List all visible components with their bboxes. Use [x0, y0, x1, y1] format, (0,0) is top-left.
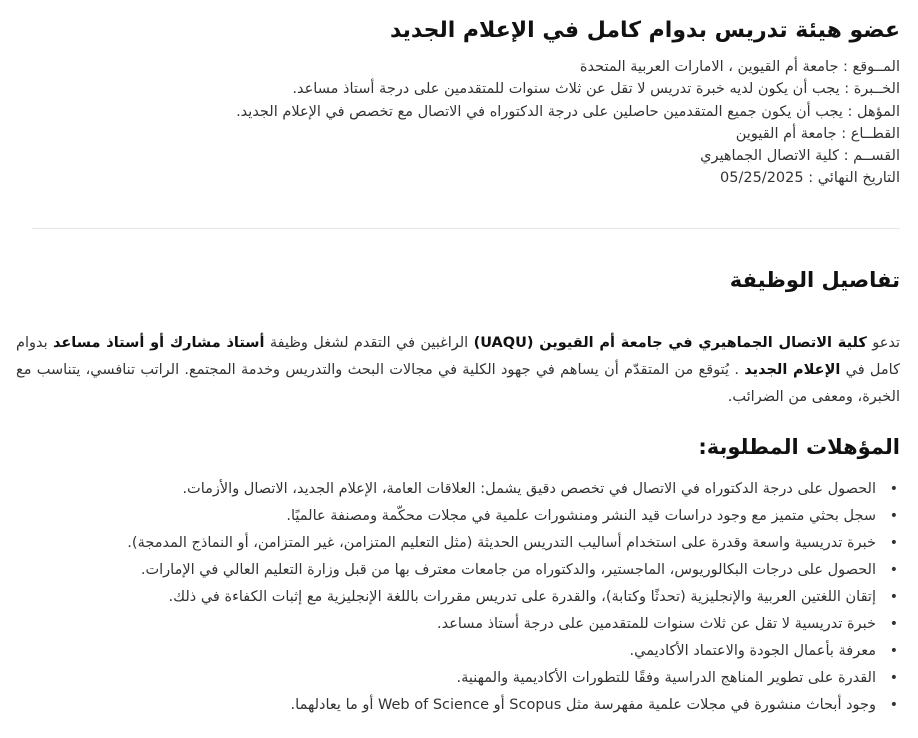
list-item — [0, 530, 898, 557]
bullet-icon: • — [889, 670, 898, 686]
list-item — [0, 503, 898, 530]
qualifications-list — [0, 476, 900, 719]
qualification-text: معرفة بأعمال الجودة والاعتماد الأكاديمي. — [629, 643, 876, 659]
intro-bold-college: كلية الاتصال الجماهيري في جامعة أم القيوين (UAQU) — [473, 335, 867, 351]
meta-deadline-label: التاريخ النهائي : — [808, 170, 900, 187]
list-item — [0, 584, 898, 611]
intro-text-2: الراغبين في التقدم لشغل وظيفة — [264, 335, 474, 351]
meta-deadline — [20, 167, 900, 189]
qualification-text: خبرة تدريسية لا تقل عن ثلاث سنوات للمتقدمين على درجة أستاذ مساعد. — [436, 616, 876, 632]
bullet-icon: • — [889, 508, 898, 524]
meta-deadline-value: 05/25/2025 — [720, 170, 804, 187]
qualification-text: وجود أبحاث منشورة في مجلات علمية مفهرسة مثل Scopus أو Web of Science أو ما يعادلهما. — [290, 697, 876, 713]
qualification-text: الحصول على درجة الدكتوراه في الاتصال في تخصص دقيق يشمل: العلاقات العامة، الإعلام الجديد، الاتصال والأزمات. — [182, 481, 876, 497]
meta-sector-label: القطــاع : — [841, 125, 900, 142]
bullet-icon: • — [889, 481, 898, 497]
meta-sector — [20, 123, 900, 145]
list-item — [0, 665, 898, 692]
qualifications-heading: المؤهلات المطلوبة: — [698, 435, 900, 459]
meta-location — [20, 56, 900, 78]
qualification-text: القدرة على تطوير المناهج الدراسية وفقًا للتطورات الأكاديمية والمهنية. — [456, 670, 876, 686]
bullet-icon: • — [889, 535, 898, 551]
qualification-text: الحصول على درجات البكالوريوس، الماجستير، والدكتوراه من جامعات معترف بها من قبل وزارة التعليم العالي في الإمارات. — [140, 562, 876, 578]
list-item — [0, 638, 898, 665]
meta-experience — [20, 78, 900, 100]
list-item — [0, 692, 898, 719]
job-details-paragraph — [16, 330, 900, 411]
meta-sector-value: جامعة أم القيوين — [735, 125, 837, 142]
bullet-icon: • — [889, 589, 898, 605]
meta-qualification-label: المؤهل : — [847, 103, 900, 120]
meta-experience-label: الخــبرة : — [844, 81, 900, 98]
job-meta — [20, 56, 900, 190]
bullet-icon: • — [889, 697, 898, 713]
bullet-icon: • — [889, 643, 898, 659]
job-details-heading: تفاصيل الوظيفة — [729, 268, 900, 292]
meta-location-value: جامعة أم القيوين ، الامارات العربية المتحدة — [579, 59, 839, 75]
intro-text-1: تدعو — [866, 335, 901, 351]
meta-qualification-value: يجب أن يكون جميع المتقدمين حاصلين على درجة الدكتوراه في الاتصال مع تخصص في الإعلام الجديد. — [236, 103, 843, 120]
qualification-text: خبرة تدريسية واسعة وقدرة على استخدام أساليب التدريس الحديثة (مثل التعليم المتزامن، غير المتزامن، أو النماذج المدمجة). — [127, 535, 876, 551]
list-item — [0, 557, 898, 584]
intro-bold-position: أستاذ مشارك أو أستاذ مساعد — [53, 335, 265, 351]
section-divider — [32, 228, 900, 229]
bullet-icon: • — [889, 562, 898, 578]
meta-department — [20, 145, 900, 167]
meta-experience-value: يجب أن يكون لديه خبرة تدريس لا تقل عن ثلاث سنوات للمتقدمين على درجة أستاذ مساعد. — [292, 81, 840, 98]
meta-location-label: المــوقع : — [843, 59, 900, 75]
meta-department-label: القســم : — [843, 148, 900, 165]
meta-qualification — [20, 101, 900, 123]
list-item — [0, 476, 898, 503]
meta-department-value: كلية الاتصال الجماهيري — [700, 148, 840, 165]
intro-text-4: . يُتوقع من المتقدّم أن يساهم في جهود الكلية في مجالات البحث والتدريس وخدمة المجتمع. الراتب تنافسي، يتناسب مع الخبرة، ومعفى من الضرائب. — [16, 362, 900, 405]
qualification-text: سجل بحثي متميز مع وجود دراسات قيد النشر ومنشورات علمية في مجلات محكّمة ومصنفة عالميًا. — [286, 508, 876, 524]
intro-text-3: بدوام كامل في — [16, 335, 900, 378]
qualification-text: إتقان اللغتين العربية والإنجليزية (تحدثًا وكتابة)، والقدرة على تدريس مقررات باللغة الإنجليزية مع إثبات الكفاءة في ذلك. — [168, 589, 876, 605]
list-item — [0, 611, 898, 638]
bullet-icon: • — [889, 616, 898, 632]
job-title: عضو هيئة تدريس بدوام كامل في الإعلام الجديد — [389, 18, 900, 43]
intro-bold-field: الإعلام الجديد — [744, 362, 841, 378]
